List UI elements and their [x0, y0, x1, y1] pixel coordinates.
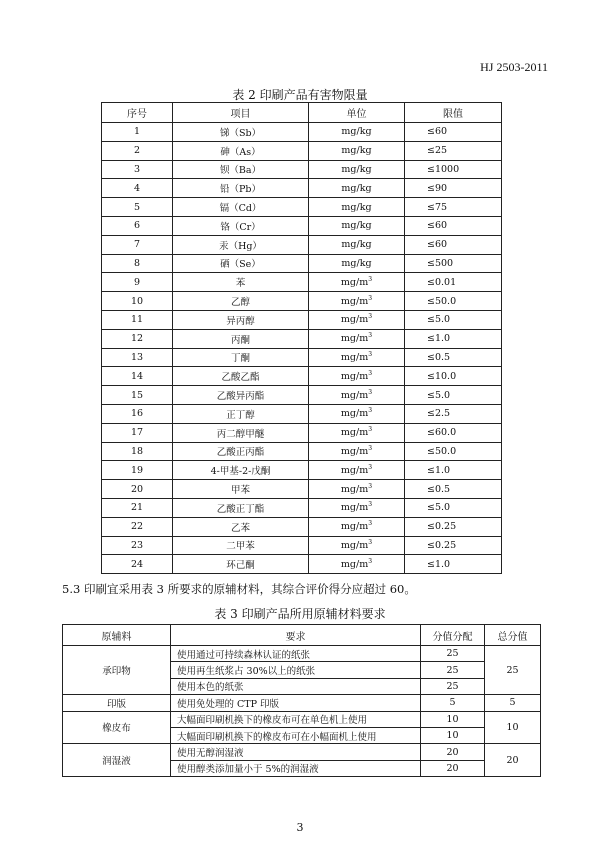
- row-limit: ≤25: [405, 141, 502, 160]
- row-number: 18: [102, 442, 173, 461]
- table-row: [102, 536, 502, 555]
- unit-superscript: 3: [368, 557, 373, 565]
- row-item: 乙酸正丙酯: [173, 442, 309, 461]
- row-unit: [309, 235, 405, 254]
- unit-superscript: 3: [368, 407, 373, 415]
- unit-text: mg/m: [340, 389, 369, 401]
- row-item: 异丙醇: [173, 310, 309, 329]
- table-row: [102, 423, 502, 442]
- document-code: HJ 2503-2011: [480, 60, 548, 74]
- row-number: 3: [102, 160, 173, 179]
- hazard-limits-table: [101, 102, 502, 574]
- row-item: 丁酮: [173, 348, 309, 367]
- unit-superscript: 3: [368, 275, 373, 283]
- row-number: 11: [102, 310, 173, 329]
- unit-text: mg/m: [340, 521, 369, 533]
- score-cell: 10: [421, 727, 485, 743]
- row-item: 正丁醇: [173, 404, 309, 423]
- row-unit: [309, 423, 405, 442]
- row-limit: ≤50.0: [405, 442, 502, 461]
- row-number: 14: [102, 367, 173, 386]
- unit-text: mg/kg: [341, 163, 372, 175]
- header-requirement: 要求: [171, 625, 421, 646]
- table-row: [102, 367, 502, 386]
- row-unit: [309, 329, 405, 348]
- row-limit: ≤1.0: [405, 329, 502, 348]
- row-unit: [309, 498, 405, 517]
- row-unit: [309, 461, 405, 480]
- row-item: 砷（As）: [173, 141, 309, 160]
- unit-text: mg/m: [340, 502, 369, 514]
- row-unit: [309, 555, 405, 574]
- row-number: 19: [102, 461, 173, 480]
- section-5-3-text: 5.3 印刷宜采用表 3 所要求的原辅材料，其综合评价得分应超过 60。: [62, 582, 416, 596]
- table-row: [63, 646, 541, 662]
- row-item: 乙酸异丙酯: [173, 386, 309, 405]
- unit-text: mg/kg: [341, 145, 372, 157]
- table-row: [102, 348, 502, 367]
- table-row: [63, 695, 541, 711]
- table-row: [102, 442, 502, 461]
- row-item: 汞（Hg）: [173, 235, 309, 254]
- row-unit: [309, 348, 405, 367]
- row-limit: ≤1.0: [405, 555, 502, 574]
- material-cell: 润湿液: [63, 744, 171, 777]
- row-item: 乙酸乙酯: [173, 367, 309, 386]
- unit-text: mg/m: [340, 445, 369, 457]
- row-limit: ≤60: [405, 216, 502, 235]
- materials-requirements-table: [62, 624, 541, 777]
- table-row: [102, 216, 502, 235]
- unit-text: mg/m: [340, 464, 369, 476]
- table-row: [102, 461, 502, 480]
- row-limit: ≤5.0: [405, 310, 502, 329]
- row-item: 硒（Se）: [173, 254, 309, 273]
- row-limit: ≤60: [405, 123, 502, 142]
- row-limit: ≤50.0: [405, 292, 502, 311]
- table-row: [102, 198, 502, 217]
- row-limit: ≤0.5: [405, 480, 502, 499]
- row-limit: ≤0.01: [405, 273, 502, 292]
- total-cell: 10: [485, 711, 541, 744]
- row-number: 22: [102, 517, 173, 536]
- requirement-cell: 使用醇类添加量小于 5%的润湿液: [171, 760, 421, 776]
- row-unit: [309, 292, 405, 311]
- row-number: 17: [102, 423, 173, 442]
- table-row: [102, 310, 502, 329]
- score-cell: 25: [421, 678, 485, 694]
- total-cell: 25: [485, 646, 541, 695]
- row-number: 16: [102, 404, 173, 423]
- unit-text: mg/kg: [341, 257, 372, 269]
- requirement-cell: 使用通过可持续森林认证的纸张: [171, 646, 421, 662]
- row-unit: [309, 386, 405, 405]
- table-row: [102, 235, 502, 254]
- table-header-row: [63, 625, 541, 646]
- table-row: [102, 386, 502, 405]
- row-unit: [309, 179, 405, 198]
- row-number: 7: [102, 235, 173, 254]
- unit-text: mg/m: [340, 539, 369, 551]
- unit-text: mg/m: [340, 370, 369, 382]
- unit-text: mg/m: [340, 295, 369, 307]
- table2-title: 表 2 印刷产品有害物限量: [232, 88, 368, 102]
- table-row: [102, 292, 502, 311]
- table-row: [102, 404, 502, 423]
- header-total: 总分值: [485, 625, 541, 646]
- row-unit: [309, 536, 405, 555]
- table3-title: 表 3 印刷产品所用原辅材料要求: [214, 607, 386, 621]
- row-number: 8: [102, 254, 173, 273]
- material-cell: 橡皮布: [63, 711, 171, 744]
- row-item: 二甲苯: [173, 536, 309, 555]
- unit-text: mg/m: [340, 351, 369, 363]
- table3-body: [63, 646, 541, 777]
- score-cell: 10: [421, 711, 485, 727]
- header-score: 分值分配: [421, 625, 485, 646]
- unit-text: mg/m: [340, 314, 369, 326]
- row-item: 乙醇: [173, 292, 309, 311]
- row-limit: ≤5.0: [405, 498, 502, 517]
- row-number: 13: [102, 348, 173, 367]
- requirement-cell: 使用无醇润湿液: [171, 744, 421, 760]
- unit-superscript: 3: [368, 332, 373, 339]
- score-cell: 25: [421, 662, 485, 678]
- total-cell: 20: [485, 744, 541, 777]
- row-limit: ≤5.0: [405, 386, 502, 405]
- unit-superscript: 3: [368, 388, 373, 396]
- row-item: 镉（Cd）: [173, 198, 309, 217]
- row-item: 环己酮: [173, 555, 309, 574]
- table-row: [102, 123, 502, 142]
- row-unit: [309, 216, 405, 235]
- unit-text: mg/m: [340, 427, 369, 439]
- row-item: 丙二醇甲醚: [173, 423, 309, 442]
- row-number: 4: [102, 179, 173, 198]
- row-item: 铬（Cr）: [173, 216, 309, 235]
- table-row: [102, 517, 502, 536]
- requirement-cell: 大幅面印刷机换下的橡皮布可在小幅面机上使用: [171, 727, 421, 743]
- unit-text: mg/kg: [341, 126, 372, 138]
- unit-text: mg/kg: [341, 201, 372, 213]
- unit-text: mg/kg: [341, 239, 372, 251]
- unit-superscript: 3: [368, 538, 373, 546]
- unit-text: mg/m: [340, 276, 369, 288]
- material-cell: 印版: [63, 695, 171, 711]
- header-no: 序号: [102, 103, 173, 123]
- row-limit: ≤60: [405, 235, 502, 254]
- table-row: [102, 329, 502, 348]
- row-item: 丙酮: [173, 329, 309, 348]
- row-limit: ≤10.0: [405, 367, 502, 386]
- unit-text: mg/kg: [341, 182, 372, 194]
- unit-superscript: 3: [368, 463, 373, 471]
- table-row: [102, 555, 502, 574]
- table-header-row: [102, 103, 502, 123]
- requirement-cell: 使用再生纸浆占 30%以上的纸张: [171, 662, 421, 678]
- unit-text: mg/m: [340, 483, 369, 495]
- row-unit: [309, 123, 405, 142]
- row-item: 4-甲基-2-戊酮: [173, 461, 309, 480]
- row-limit: ≤0.25: [405, 536, 502, 555]
- row-unit: [309, 273, 405, 292]
- row-unit: [309, 254, 405, 273]
- table2-body: [102, 123, 502, 574]
- unit-text: mg/m: [340, 558, 369, 570]
- row-item: 甲苯: [173, 480, 309, 499]
- header-unit: 单位: [309, 103, 405, 123]
- row-number: 24: [102, 555, 173, 574]
- row-unit: [309, 198, 405, 217]
- header-limit: 限值: [405, 103, 502, 123]
- row-unit: [309, 310, 405, 329]
- row-item: 锑（Sb）: [173, 123, 309, 142]
- requirement-cell: 使用本色的纸张: [171, 678, 421, 694]
- unit-superscript: 3: [368, 369, 373, 377]
- row-number: 6: [102, 216, 173, 235]
- row-number: 9: [102, 273, 173, 292]
- row-number: 10: [102, 292, 173, 311]
- score-cell: 20: [421, 760, 485, 776]
- row-limit: ≤1.0: [405, 461, 502, 480]
- unit-superscript: 3: [368, 444, 373, 452]
- score-cell: 5: [421, 695, 485, 711]
- score-cell: 25: [421, 646, 485, 662]
- row-unit: [309, 404, 405, 423]
- row-limit: ≤0.5: [405, 348, 502, 367]
- unit-superscript: 3: [368, 350, 373, 358]
- row-number: 2: [102, 141, 173, 160]
- table-row: [102, 160, 502, 179]
- unit-superscript: 3: [368, 425, 373, 433]
- row-limit: ≤60.0: [405, 423, 502, 442]
- row-limit: ≤0.25: [405, 517, 502, 536]
- row-limit: ≤90: [405, 179, 502, 198]
- table-row: [102, 179, 502, 198]
- requirement-cell: 大幅面印刷机换下的橡皮布可在单色机上使用: [171, 711, 421, 727]
- row-number: 5: [102, 198, 173, 217]
- row-unit: [309, 367, 405, 386]
- row-unit: [309, 517, 405, 536]
- table-row: [102, 141, 502, 160]
- row-item: 钡（Ba）: [173, 160, 309, 179]
- table-row: [63, 711, 541, 727]
- page-number: 3: [296, 821, 304, 834]
- row-number: 15: [102, 386, 173, 405]
- row-limit: ≤2.5: [405, 404, 502, 423]
- table-row: [63, 744, 541, 760]
- score-cell: 20: [421, 744, 485, 760]
- header-item: 项目: [173, 103, 309, 123]
- header-material: 原辅料: [63, 625, 171, 646]
- unit-superscript: 3: [368, 294, 373, 302]
- table-row: [102, 480, 502, 499]
- row-number: 1: [102, 123, 173, 142]
- row-unit: [309, 141, 405, 160]
- row-number: 21: [102, 498, 173, 517]
- unit-text: mg/m: [340, 333, 369, 345]
- unit-text: mg/kg: [341, 220, 372, 232]
- row-unit: [309, 442, 405, 461]
- row-unit: [309, 160, 405, 179]
- row-item: 乙酸正丁酯: [173, 498, 309, 517]
- table-row: [102, 254, 502, 273]
- row-limit: ≤75: [405, 198, 502, 217]
- row-limit: ≤1000: [405, 160, 502, 179]
- row-number: 23: [102, 536, 173, 555]
- unit-superscript: 3: [368, 313, 373, 321]
- table-row: [102, 498, 502, 517]
- row-item: 苯: [173, 273, 309, 292]
- material-cell: 承印物: [63, 646, 171, 695]
- row-item: 铅（Pb）: [173, 179, 309, 198]
- row-number: 12: [102, 329, 173, 348]
- row-number: 20: [102, 480, 173, 499]
- row-limit: ≤500: [405, 254, 502, 273]
- unit-superscript: 3: [368, 519, 373, 527]
- unit-text: mg/m: [340, 408, 369, 420]
- requirement-cell: 使用免处理的 CTP 印版: [171, 695, 421, 711]
- table-row: [102, 273, 502, 292]
- total-cell: 5: [485, 695, 541, 711]
- row-item: 乙苯: [173, 517, 309, 536]
- unit-superscript: 3: [368, 501, 373, 509]
- row-unit: [309, 480, 405, 499]
- unit-superscript: 3: [368, 482, 373, 490]
